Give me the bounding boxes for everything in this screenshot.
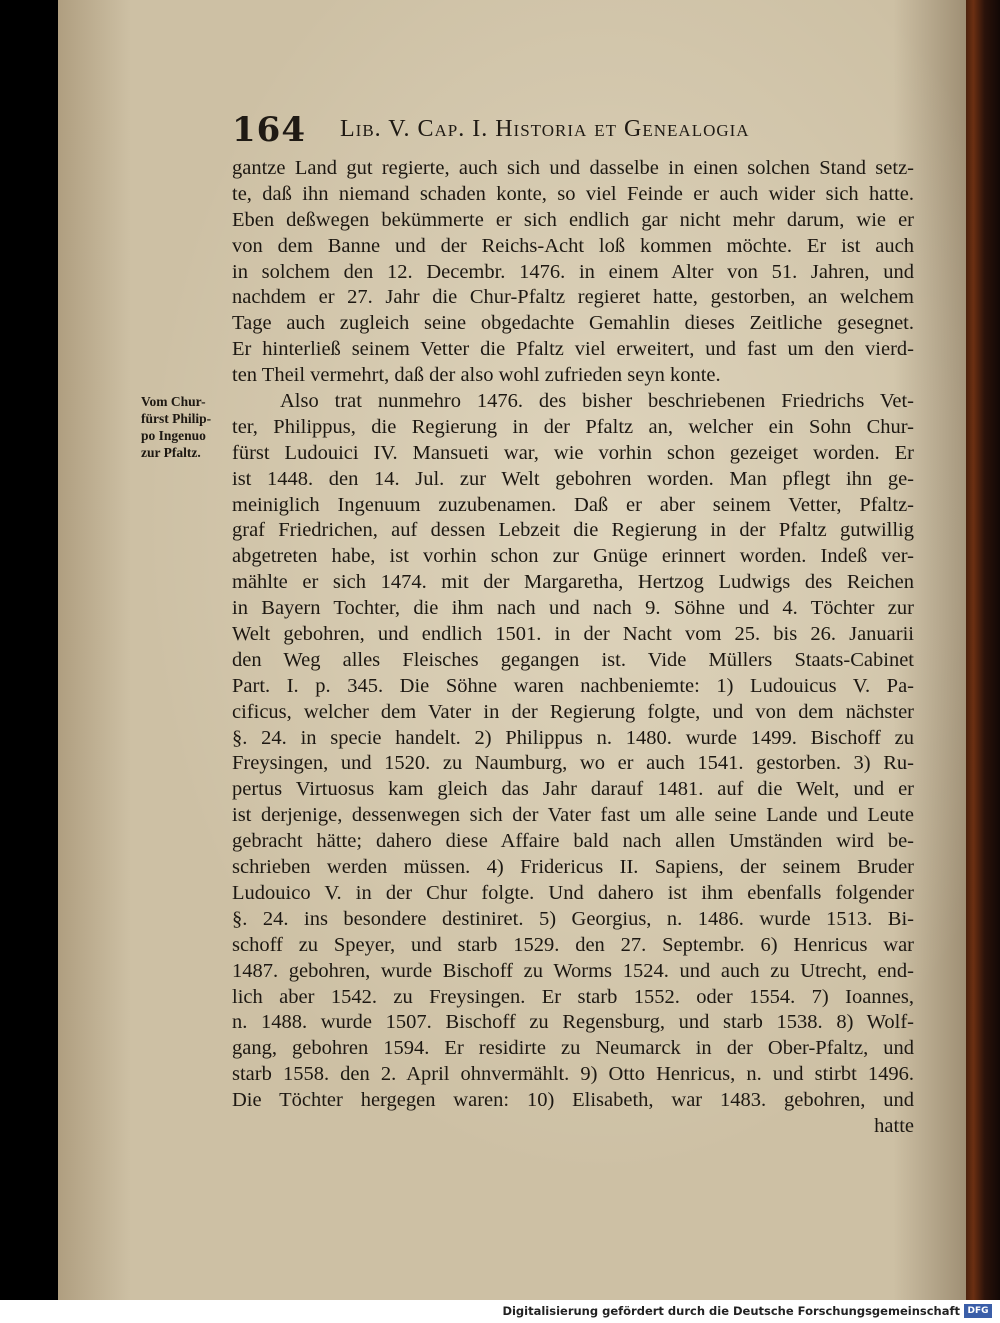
text-line: 1487. gebohren, wurde Bischoff zu Worms 1524. und auch zu Utrecht, end- — [232, 959, 914, 982]
text-line: ist 1448. den 14. Jul. zur Welt gebohren worden. Man pflegt ihn ge- — [232, 467, 914, 490]
text-line: schoff zu Speyer, und starb 1529. den 27. Septembr. 6) Henricus war — [232, 933, 914, 956]
text-line: Tage auch zugleich seine obgedachte Gemahlin dieses Zeitliche gesegnet. — [232, 312, 914, 335]
text-line: starb 1558. den 2. April ohnvermählt. 9) Otto Henricus, n. und stirbt 1496. — [232, 1063, 914, 1086]
marginal-note-line: zur Pfaltz. — [141, 445, 201, 460]
page-header — [232, 110, 922, 150]
text-line: n. 1488. wurde 1507. Bischoff zu Regensburg, und starb 1538. 8) Wolf- — [232, 1011, 914, 1034]
text-line: mählte er sich 1474. mit der Margaretha, Hertzog Ludwigs des Reichen — [232, 571, 914, 594]
text-line: Ludouico V. in der Chur folgte. Und dahero ist ihm ebenfalls folgender — [232, 881, 914, 904]
dfg-logo: DFG — [964, 1304, 992, 1318]
marginal-note-line: fürst Philip- — [141, 411, 212, 426]
text-line: Die Töchter hergegen waren: 10) Elisabeth, war 1483. gebohren, und — [232, 1089, 914, 1112]
text-line: cificus, welcher dem Vater in der Regierung folgte, und von dem nächster — [232, 700, 914, 723]
text-line: Freysingen, und 1520. zu Naumburg, wo er auch 1541. gestorben. 3) Ru- — [232, 752, 914, 775]
marginal-note-line: po Ingenuo — [141, 428, 206, 443]
text-line: Part. I. p. 345. Die Söhne waren nachbeniemte: 1) Ludouicus V. Pa- — [232, 674, 914, 697]
text-line: meiniglich Ingenuum zuzubenamen. Daß er aber seinem Vetter, Pfaltz- — [232, 493, 914, 516]
text-line: den Weg alles Fleisches gegangen ist. Vide Müllers Staats-Cabinet — [232, 648, 914, 671]
text-line: ter, Philippus, die Regierung in der Pfaltz an, welcher ein Sohn Chur- — [232, 415, 914, 438]
text-line: ten Theil vermehrt, daß der also wohl zufrieden seyn konte. — [232, 364, 721, 387]
text-line: abgetreten habe, ist vorhin schon zur Gnüge erinnert worden. Indeß ver- — [232, 545, 914, 568]
text-line: in solchem den 12. Decembr. 1476. in einem Alter von 51. Jahren, und — [232, 260, 914, 283]
text-line: von dem Banne und der Reichs-Acht loß kommen möchte. Er ist auch — [232, 234, 914, 257]
text-line: Eben deßwegen bekümmerte er sich endlich gar nicht mehr darum, wie er — [232, 208, 914, 231]
text-line: graf Friedrichen, auf dessen Lebzeit die Regierung in der Pfaltz gutwillig — [232, 519, 914, 542]
text-line: fürst Ludouici IV. Mansueti war, wie vorhin schon gezeiget worden. Er — [232, 441, 914, 464]
text-line: Er hinterließ seinem Vetter die Pfaltz viel erweitert, und fast um den vierd- — [232, 338, 914, 361]
catchword: hatte — [874, 1114, 914, 1137]
body-text — [232, 156, 914, 1140]
text-line: in Bayern Tochter, die ihm nach und nach 9. Söhne und 4. Töchter zur — [232, 597, 914, 620]
book-edge — [962, 0, 1000, 1300]
marginal-note-line: Vom Chur- — [141, 394, 206, 409]
text-line: ist derjenige, dessenwegen sich der Vater fast um alle seine Lande und Leute — [232, 804, 914, 827]
text-line: gantze Land gut regierte, auch sich und dasselbe in einen solchen Stand setz- — [232, 157, 914, 179]
text-line: gebracht hätte; dahero diese Affaire bald nach allen Umständen wird be- — [232, 830, 914, 853]
text-line: Also trat nunmehro 1476. des bisher beschriebenen Friedrichs Vet- — [280, 390, 914, 413]
text-line: §. 24. in specie handelt. 2) Philippus n. 1480. wurde 1499. Bischoff zu — [232, 726, 914, 749]
footer-bar — [0, 1300, 1000, 1323]
text-line: gang, gebohren 1594. Er residirte zu Neumarck in der Ober-Pfaltz, und — [232, 1037, 914, 1060]
text-line: nachdem er 27. Jahr die Chur-Pfaltz regieret hatte, gestorben, an welchem — [232, 286, 914, 309]
text-line: §. 24. ins besondere destiniret. 5) Georgius, n. 1486. wurde 1513. Bi- — [232, 907, 914, 930]
text-line: pertus Virtuosus kam gleich das Jahr darauf 1481. auf die Welt, und er — [232, 778, 914, 801]
running-title: Lib. V. Cap. I. Historia et Genealogia — [340, 116, 750, 142]
text-line: lich aber 1542. zu Freysingen. Er starb 1552. oder 1554. 7) Ioannes, — [232, 985, 914, 1008]
text-line: schrieben werden müssen. 4) Fridericus II. Sapiens, der seinem Bruder — [232, 856, 914, 879]
text-line: Welt gebohren, und endlich 1501. in der Nacht vom 25. bis 26. Januarii — [232, 623, 914, 646]
page-number: 164 — [232, 110, 306, 150]
marginal-note — [141, 393, 233, 461]
footer-credit: Digitalisierung gefördert durch die Deutsche Forschungsgemeinschaft — [502, 1304, 960, 1318]
text-line: te, daß ihn niemand schaden konte, so viel Feinde er auch wider sich hatte. — [232, 182, 914, 205]
